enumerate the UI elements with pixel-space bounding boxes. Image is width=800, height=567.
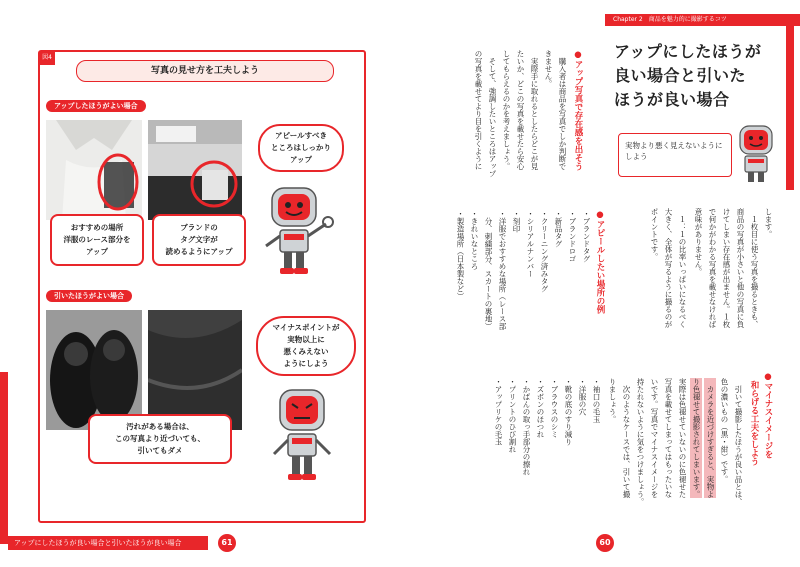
list-item: ・きれいなところ [470,210,479,270]
fabric-photo [148,310,242,430]
body-text: 実際は色褪せていないのに色褪せた [678,378,687,498]
callout-minus-line: マイナスポイントが [272,323,340,332]
right-page [400,0,800,567]
list-item: ・靴の底のすり減り [564,378,573,446]
callout-stain [88,414,232,464]
list-item: ・ブランドタグ [582,210,591,263]
body-text: 写真を載せてしまってはもったいな [664,378,673,498]
heading-line: ほうが良い場合 [614,90,730,109]
callout-lace [50,214,144,266]
list-item: ・シリアルナンバー [526,210,535,278]
callout-lace-line: 洋服のレース部分を [63,235,131,244]
body-text: いです。写真でマイナスイメージを [650,378,659,498]
callout-stain-line: 引いてもダメ [137,446,183,455]
callout-appeal-line: アップ [290,155,312,164]
body-text: けてしまい存在感が出ません。１枚 [722,208,731,328]
body-text: そして、強調したいところはアップ [488,50,497,178]
callout-stain-line: 汚れがある場合は、 [126,422,194,431]
body-text: 色の濃いもの（黒・紺）です。 [720,378,729,483]
callout-minus-line: ようにしよう [283,359,329,368]
callout-minus-line: 悪くみえない [283,347,329,356]
callout-lace-line: アップ [86,247,108,256]
robot-mascot-icon [732,122,780,186]
callout-stain-line: この写真より近づいても、 [115,434,205,443]
body-text: １：１の比率いっぱいになるべく [678,208,687,328]
body-text: 引いて撮影したほうが良い品とは、 [734,378,743,506]
callout-tag-line: ブランドの [180,223,218,232]
body-text: ポイントです。 [650,208,659,261]
robot-mascot-icon [266,382,342,486]
list-item: ・ブランドロゴ [568,210,577,263]
body-text: 次のようなケースでは、引いて撮 [622,378,631,498]
callout-tag-line: タグ文字が [180,235,218,244]
callout-appeal-line: アピールすべき [275,131,327,140]
shoes-photo [46,310,142,430]
callout-minus [256,316,356,376]
chapter-header: Chapter 2 商品を魅力的に撮影するコツ [605,14,800,26]
list-item: ・ブラウスのシミ [550,378,559,438]
list-item: ・アップリケの毛玉 [494,378,503,446]
heading-line: アップにしたほうが [614,42,762,61]
body-text: たいか、どこの写真を載せたら安心 [516,50,525,170]
body-text: 大きく、全体が写るように撮るのが [664,208,673,328]
list-item: 分、刺繍部分、スカートの裏地） [484,210,493,330]
body-text: で何かがわかる写真を載せなければ [708,208,717,328]
list-item: ・製造場所（日本製など） [456,210,465,300]
page-heading [614,40,784,112]
figure-title: 写真の見せ方を工夫しよう [76,60,334,82]
figure-label: 図4 [39,51,55,65]
left-edge-bar [0,372,8,544]
callout-appeal-line: ところはしっかり [271,143,331,152]
subtitle-box: 実物より悪く見えないようにしよう [618,133,732,177]
body-text: 購入者は商品を写真でしか判断で [558,50,567,170]
callout-lace-line: おすすめの場所 [70,223,124,232]
section-heading: ●アップ写真で存在感を出そう [573,50,583,171]
body-text: 意味がありません。 [694,208,703,276]
body-text: してもらえるのかを考えましょう。 [502,50,511,170]
callout-minus-line: 実物以上に [287,335,325,344]
robot-mascot-icon [260,180,340,280]
page-number-left: 61 [218,534,236,552]
body-text: 持たれないように気をつけましょう。 [636,378,645,506]
bad-case-tag: 引いたほうがよい場合 [46,290,132,302]
figure-box [38,50,366,523]
callout-appeal [258,124,344,172]
tag-photo [148,120,242,220]
page-number-right: 60 [596,534,614,552]
body-text: 商品の写真が小さいと他の写真に負 [736,208,745,328]
list-item: ・クリーニング済みタグ [540,210,549,293]
section-heading: 和らげる工夫をしよう [749,372,759,466]
section-heading: ●アピールしたい場所の例 [595,210,605,314]
callout-tag [152,214,246,266]
section-heading: ●マイナスイメージを [763,372,773,459]
list-item: ・ズボンのほつれ [536,378,545,438]
list-item: ・袖口の毛玉 [592,378,601,423]
list-item: ・かばんの取っ手部分の擦れ [522,378,531,476]
list-item: ・刻印 [512,210,521,233]
list-item: ・洋服の穴 [578,378,587,416]
body-text: します。 [764,208,773,238]
body-text: １枚目に使う写真を撮るときも、 [750,208,759,328]
list-item: ・プリントのひび割れ [508,378,517,453]
callout-tag-line: 読めるようにアップ [165,247,233,256]
highlighted-text: り色褪せて撮影されてしまいます。 [692,378,701,498]
footer-title: アップにしたほうが良い場合と引いたほうが良い場合 [8,536,208,550]
body-text: りましょう。 [608,378,617,423]
heading-line: 良い場合と引いた [614,66,747,85]
lace-photo [46,120,142,220]
body-text: きません。 [544,50,553,88]
body-text: 実際手に取れるとしたらどこが見 [530,50,539,170]
list-item: ・洋服でおすすめな場所（レース部 [498,210,507,330]
list-item: ・新品タグ [554,210,563,248]
good-case-tag: アップしたほうがよい場合 [46,100,146,112]
body-text: の写真を載せてより目を引くように [474,50,483,170]
highlighted-text: カメラを近づけすぎると、実物よ [706,378,715,498]
right-edge-bar [786,14,794,190]
